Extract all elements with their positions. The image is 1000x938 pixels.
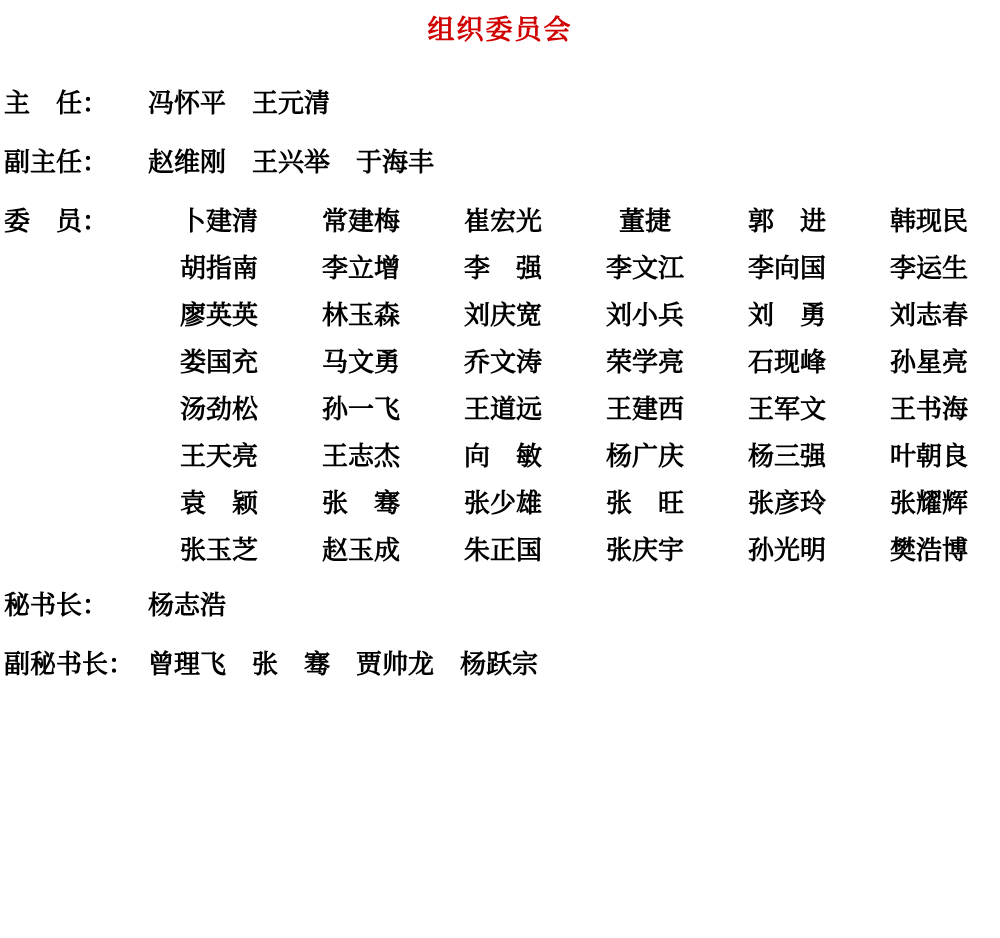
member-name: 李立增 [321,254,400,284]
secretary-general-names [148,585,226,622]
member-name: 张耀辉 [889,489,968,519]
member-name: 林玉森 [321,301,400,331]
members-row [0,389,1000,426]
member-name: 李文江 [605,254,684,284]
member-name: 王道远 [463,395,542,425]
member-name: 汤劲松 [179,395,258,425]
member-name: 韩现民 [889,207,968,237]
member-name: 孙星亮 [889,348,968,378]
member-name: 孙光明 [747,536,826,566]
members-row-names [148,483,1000,520]
members-row [0,483,1000,520]
member-name: 张少雄 [463,489,542,519]
member-name: 张 旺 [605,489,684,519]
deputy-secretary-general-name: 杨跃宗 [460,650,539,680]
members-row-names [148,436,1000,473]
member-name: 张玉芝 [179,536,258,566]
members-row-names [148,248,1000,285]
member-name: 刘 勇 [747,301,826,331]
deputy-director-name: 于海丰 [356,148,435,178]
director-row [0,83,1000,120]
member-name: 樊浩博 [889,536,968,566]
member-name: 卜建清 [179,207,258,237]
members-label: 委 员： [4,207,109,237]
members-row-names [148,342,1000,379]
member-name: 杨广庆 [605,442,684,472]
member-name: 廖英英 [179,301,258,331]
deputy-secretary-general-name: 曾理飞 [148,650,227,680]
members-row-names [148,530,1000,567]
members-row [0,248,1000,285]
member-name: 王天亮 [179,442,258,472]
deputy-director-label: 副主任： [4,148,109,178]
deputy-director-name: 王兴举 [252,148,331,178]
members-row [0,295,1000,332]
member-name: 张彦玲 [747,489,826,519]
member-name: 刘庆宽 [463,301,542,331]
secretary-general-label: 秘书长： [4,591,109,621]
member-name: 杨三强 [747,442,826,472]
deputy-director-name: 赵维刚 [148,148,227,178]
members-row [0,201,1000,238]
secretary-sections [0,585,1000,681]
secretary-general-name: 杨志浩 [148,591,227,621]
deputy-secretary-general-row [0,644,1000,681]
member-name: 赵玉成 [321,536,400,566]
deputy-secretary-general-names [148,644,538,681]
member-name: 王志杰 [321,442,400,472]
secretary-general-row [0,585,1000,622]
member-name: 常建梅 [321,207,400,237]
members-row-names [148,201,1000,238]
deputy-secretary-general-name: 贾帅龙 [356,650,435,680]
member-name: 王书海 [889,395,968,425]
member-name: 董捷 [618,207,671,237]
members-row-names [148,295,1000,332]
member-name: 袁 颖 [179,489,258,519]
member-name: 向 敏 [463,442,542,472]
member-name: 娄国充 [179,348,258,378]
deputy-secretary-general-label: 副秘书长： [4,650,135,680]
members-row [0,436,1000,473]
member-name: 叶朝良 [889,442,968,472]
member-name: 胡指南 [179,254,258,284]
member-name: 朱正国 [463,536,542,566]
member-name: 张 骞 [321,489,400,519]
member-name: 郭 进 [747,207,826,237]
member-name: 石现峰 [747,348,826,378]
members-row [0,342,1000,379]
member-name: 王军文 [747,395,826,425]
member-name: 荣学亮 [605,348,684,378]
director-names [148,83,330,120]
director-name: 冯怀平 [148,89,227,119]
member-name: 崔宏光 [463,207,542,237]
member-name: 李 强 [463,254,542,284]
member-name: 刘志春 [889,301,968,331]
member-name: 乔文涛 [463,348,542,378]
member-name: 李运生 [889,254,968,284]
member-name: 张庆宇 [605,536,684,566]
member-name: 李向国 [747,254,826,284]
director-name: 王元清 [252,89,331,119]
member-name: 孙一飞 [321,395,400,425]
deputy-secretary-general-name: 张 骞 [252,650,331,680]
members-row [0,530,1000,567]
committee-sections [0,83,1000,681]
member-name: 王建西 [605,395,684,425]
members-block [0,201,1000,567]
page-title: 组织委员会 [427,15,573,46]
deputy-director-row [0,142,1000,179]
members-row-names [148,389,1000,426]
director-label: 主 任： [4,89,109,119]
member-name: 刘小兵 [605,301,684,331]
member-name: 马文勇 [321,348,400,378]
deputy-director-names [148,142,434,179]
